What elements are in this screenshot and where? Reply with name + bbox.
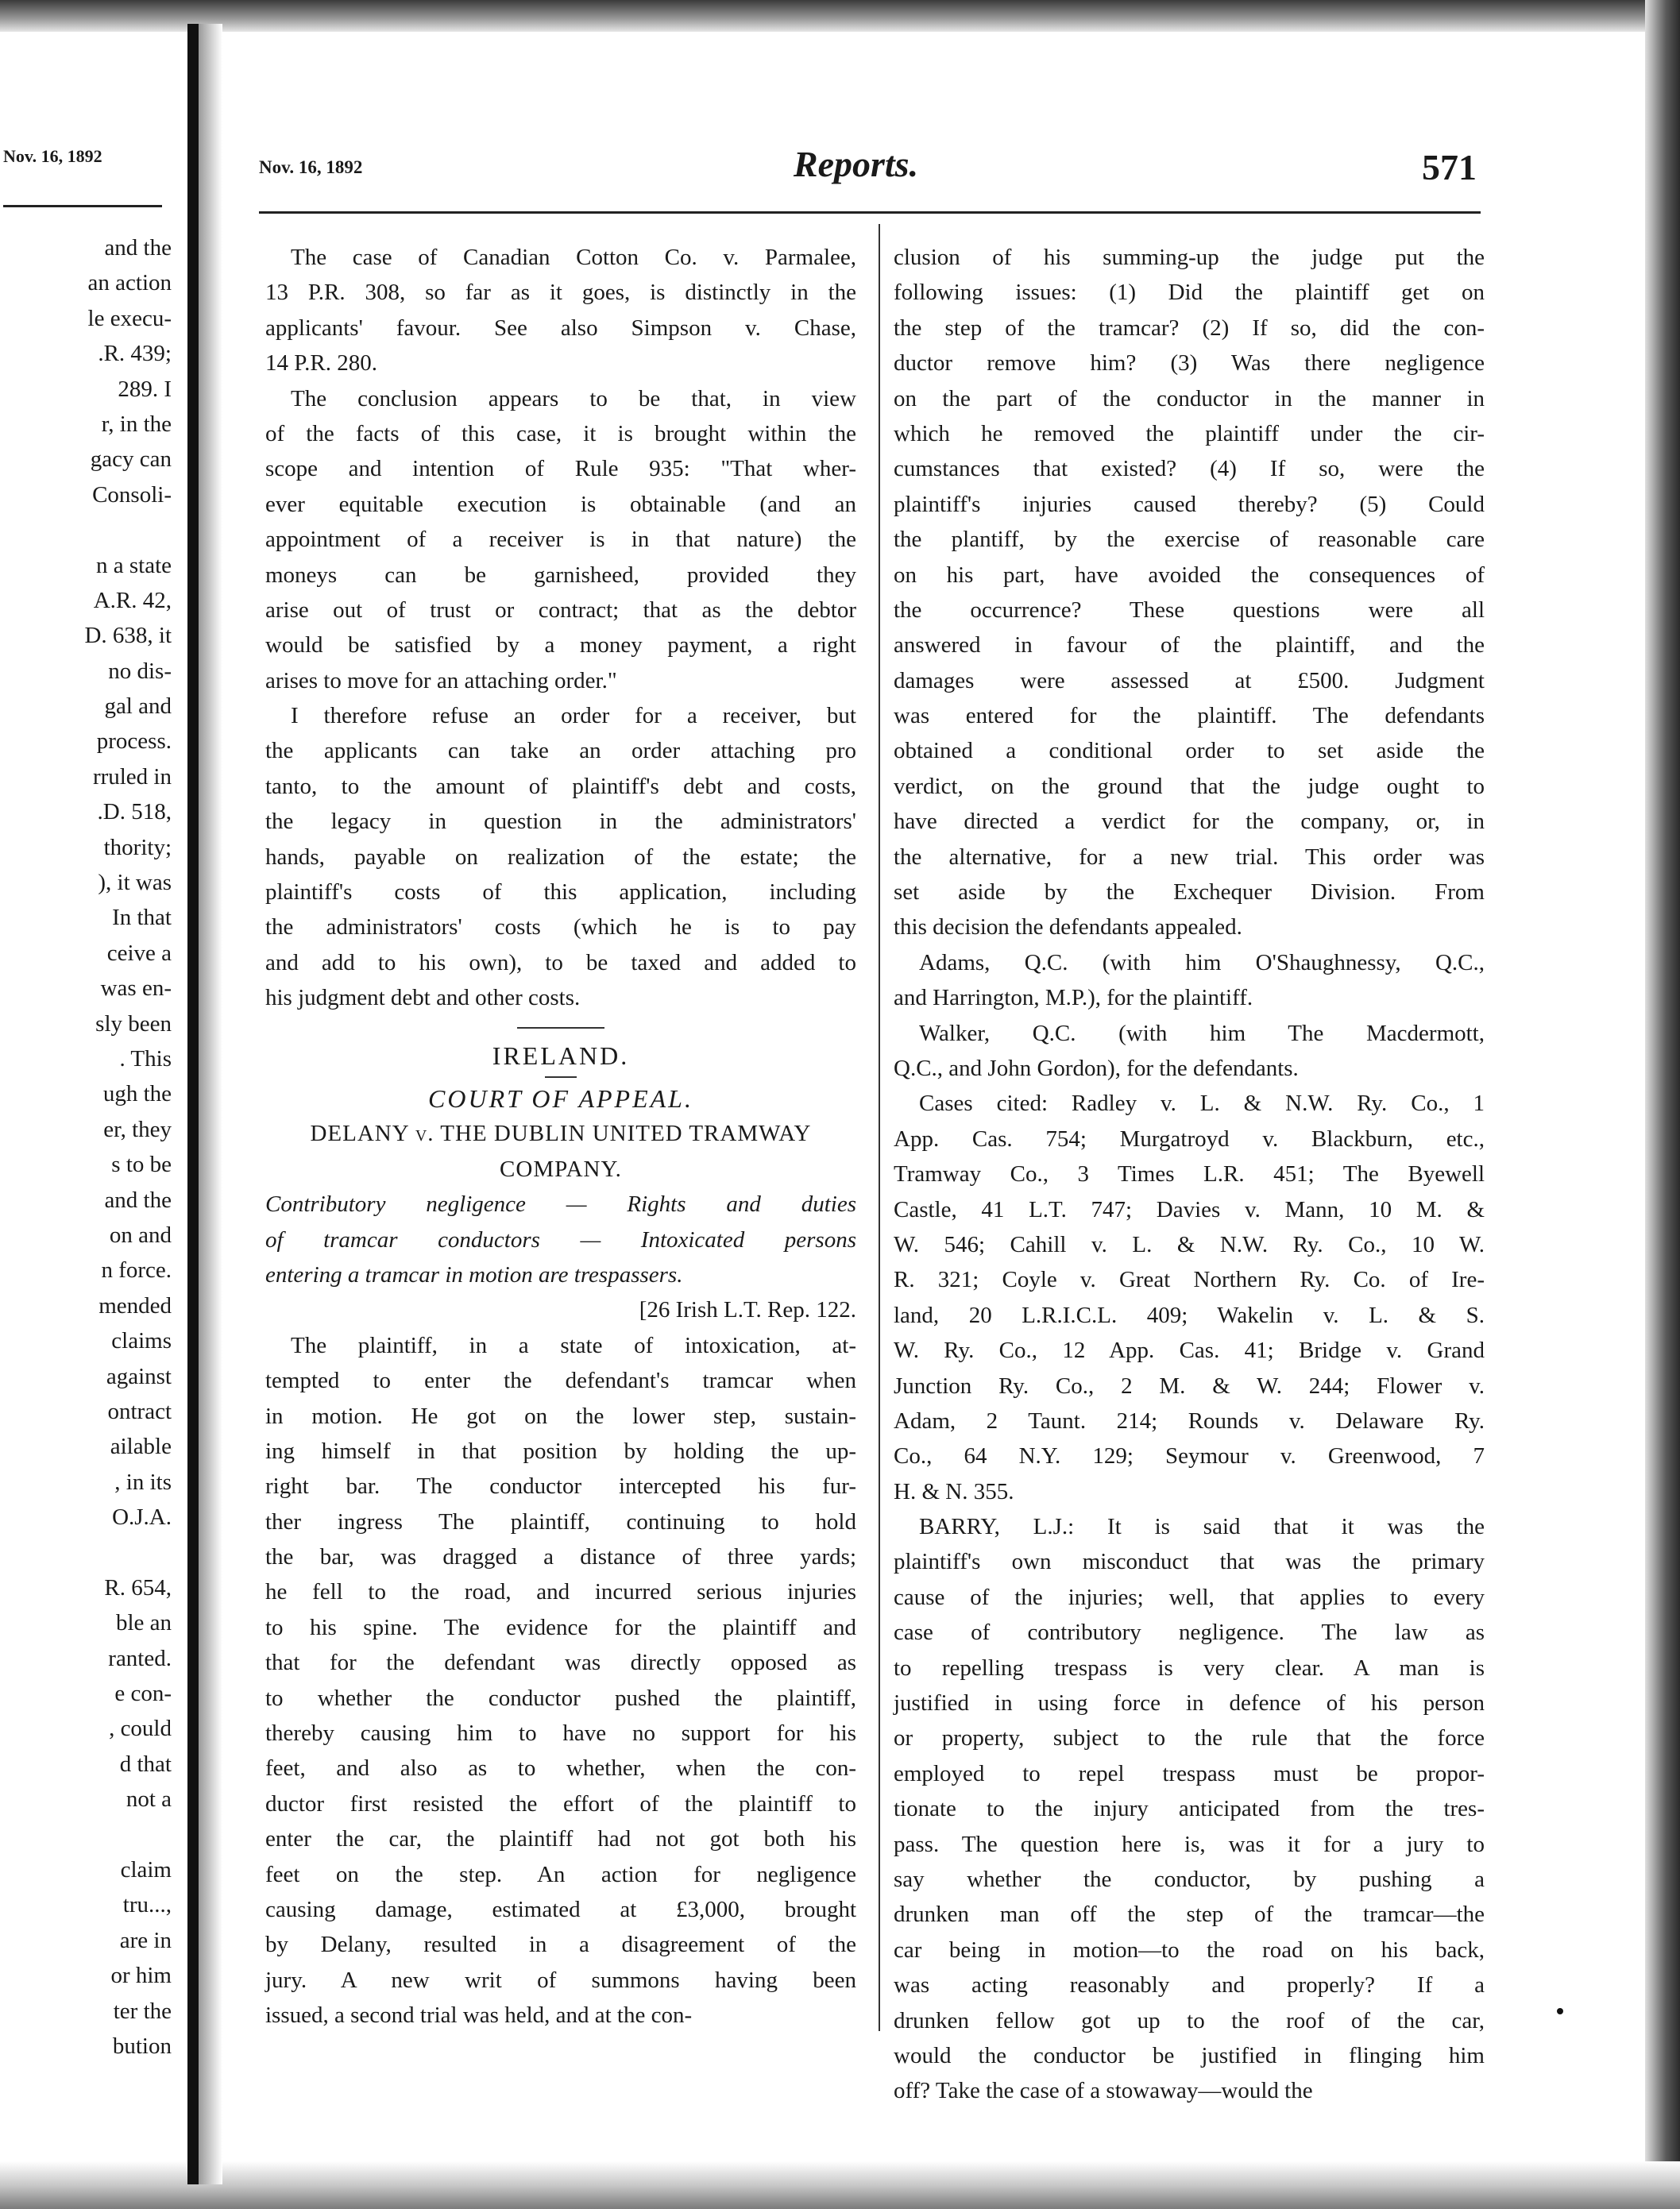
column-divider (879, 224, 880, 2031)
text-line: pass. The question here is, was it for a jury to (894, 1831, 1485, 1857)
text-line: issued, a second trial was held, and at the con- (265, 2002, 693, 2029)
previous-page-line: are in (119, 1927, 172, 1953)
book-gutter (187, 24, 199, 2184)
text-line: ther ingress The plaintiff, continuing to hold (265, 1508, 856, 1535)
previous-page-line: . This (119, 1045, 172, 1072)
jurisdiction-heading: IRELAND. (492, 1041, 630, 1070)
paragraph-conclusion (265, 381, 856, 699)
text-line: set aside by the Exchequer Division. From (894, 879, 1485, 906)
previous-page-line: .R. 439; (98, 341, 172, 367)
report-citation: [26 Irish L.T. Rep. 122. (639, 1297, 856, 1323)
text-line: hands, payable on realization of the estate; the (265, 844, 856, 870)
text-line: the administrators' costs (which he is to pay (265, 914, 856, 940)
text-line: clusion of his summing-up the judge put the (894, 245, 1485, 270)
previous-page-line: A.R. 42, (93, 587, 172, 613)
previous-page-line (5, 1535, 172, 1570)
text-line: 14 P.R. 280. (265, 350, 378, 377)
previous-page-line: or him (110, 1963, 172, 1989)
previous-page-line: against (106, 1363, 172, 1389)
text-line: Castle, 41 L.T. 747; Davies v. Mann, 10 M. & (894, 1196, 1485, 1222)
previous-page-line: process. (96, 728, 172, 755)
text-line: case of contributory negligence. The law as (894, 1620, 1485, 1646)
previous-page-line: , could (109, 1716, 172, 1742)
text-line: the legacy in question in the administrators' (265, 809, 856, 835)
previous-page-lines (5, 230, 172, 2064)
text-line: the bar, was dragged a distance of three yards; (265, 1544, 856, 1570)
previous-page-line: er, they (103, 1116, 172, 1142)
previous-page-header: Nov. 16, 1892 (3, 146, 102, 166)
text-line: by Delany, resulted in a disagreement of the (265, 1932, 856, 1958)
previous-page-line: rruled in (92, 763, 172, 790)
previous-page-line: ter the (113, 1998, 172, 2024)
text-line: ductor remove him? (3) Was there negligence (894, 350, 1485, 377)
text-line: Co., 64 N.Y. 129; Seymour v. Greenwood, 7 (894, 1443, 1485, 1469)
text-line: of the facts of this case, it is brought within the (265, 420, 856, 446)
text-line: to whether the conductor pushed the plaintiff, (265, 1685, 856, 1711)
text-line: drunken fellow got up to the roof of the car, (894, 2007, 1485, 2033)
text-line: R. 321; Coyle v. Great Northern Ry. Co. of Ire- (894, 1267, 1485, 1293)
text-line: employed to repel trespass must be propor- (894, 1760, 1485, 1786)
previous-page-fragment (0, 0, 187, 2209)
text-line: Adam, 2 Taunt. 214; Rounds v. Delaware Ry. (894, 1408, 1485, 1434)
scan-border-top (0, 0, 1680, 32)
text-line: applicants' favour. See also Simpson v. Chase, (265, 315, 856, 341)
text-line: car being in motion—to the road on his back, (894, 1937, 1485, 1963)
headnote (265, 1187, 856, 1292)
scan-speck (1557, 2008, 1563, 2014)
text-line: tionate to the injury anticipated from the tres- (894, 1796, 1485, 1822)
header-rule (259, 211, 1481, 214)
text-line: that for the defendant was directly opposed as (265, 1650, 856, 1676)
text-line: would be satisfied by a money payment, a right (265, 632, 856, 658)
text-line: Adams, Q.C. (with him O'Shaughnessy, Q.C., (919, 949, 1485, 975)
text-line: in motion. He got on the lower step, sustain- (265, 1403, 856, 1429)
text-line: entering a tramcar in motion are trespassers. (265, 1261, 683, 1288)
text-line: ever equitable execution is obtainable (and an (265, 491, 856, 517)
text-line: 13 P.R. 308, so far as it goes, is distinctly in the (265, 280, 856, 306)
text-line: DELANY v. THE DUBLIN UNITED TRAMWAY (310, 1121, 812, 1147)
text-line: justified in using force in defence of his person (894, 1690, 1485, 1717)
text-line: ing himself in that position by holding the up- (265, 1438, 856, 1464)
previous-page-line: was en- (100, 975, 172, 1002)
running-header-title: Reports. (793, 144, 919, 184)
previous-page-line: ailable (110, 1434, 172, 1460)
text-line: damages were assessed at £500. Judgment (894, 667, 1485, 693)
text-line: have directed a verdict for the company, or, in (894, 809, 1485, 835)
page-number: 571 (1422, 147, 1477, 187)
paragraph-cotton-case (265, 240, 856, 381)
text-line: COMPANY. (500, 1156, 622, 1182)
text-line: H. & N. 355. (894, 1478, 1014, 1504)
text-line: drunken man off the step of the tramcar—the (894, 1902, 1485, 1928)
text-line: enter the car, the plaintiff had not got both his (265, 1826, 856, 1852)
text-line: would the conductor be justified in flinging him (894, 2042, 1485, 2068)
text-line: cause of the injuries; well, that applies to every (894, 1584, 1485, 1610)
text-line: to repelling trespass is very clear. A man is (894, 1655, 1485, 1681)
text-line: verdict, on the ground that the judge ought to (894, 773, 1485, 799)
previous-page-line: In that (112, 905, 172, 931)
previous-page-line: sly been (95, 1010, 172, 1037)
paragraph-cases-cited (894, 1086, 1485, 1509)
text-line: the step of the tramcar? (2) If so, did the con- (894, 315, 1485, 341)
text-line: was entered for the plaintiff. The defendants (894, 703, 1485, 729)
text-line: scope and intention of Rule 935: "That wher- (265, 456, 856, 482)
text-line: say whether the conductor, by pushing a (894, 1866, 1485, 1892)
previous-page-line: ceive a (106, 940, 172, 966)
previous-page-line: and the (104, 235, 172, 261)
previous-page-line: le execu- (87, 305, 172, 331)
previous-page-line: ugh the (102, 1081, 172, 1107)
previous-page-line: tru..., (122, 1892, 172, 1918)
text-line: the applicants can take an order attaching pro (265, 738, 856, 764)
text-line: answered in favour of the plaintiff, and the (894, 632, 1485, 658)
scan-border-bottom (0, 2161, 1680, 2209)
previous-page-line: e con- (114, 1681, 172, 1707)
text-line: plaintiff's injuries caused thereby? (5) Could (894, 491, 1485, 517)
previous-page-line: D. 638, it (84, 623, 172, 649)
text-line: jury. A new writ of summons having been (265, 1967, 856, 1993)
text-line: on his part, have avoided the consequences of (894, 562, 1485, 588)
previous-page-line: ble an (115, 1610, 172, 1636)
text-line: Tramway Co., 3 Times L.R. 451; The Byewell (894, 1161, 1485, 1188)
paragraph-facts (265, 1328, 856, 2033)
text-line: plaintiff's own misconduct that was the primary (894, 1549, 1485, 1575)
previous-page-line: ), it was (98, 870, 172, 896)
text-line: Walker, Q.C. (with him The Macdermott, (919, 1020, 1485, 1046)
text-line: cumstances that existed? (4) If so, were the (894, 456, 1485, 482)
text-line: off? Take the case of a stowaway—would the (894, 2078, 1313, 2104)
text-line: Cases cited: Radley v. L. & N.W. Ry. Co., 1 (919, 1091, 1485, 1117)
heading-rule (545, 1076, 577, 1078)
text-line: right bar. The conductor intercepted his fur- (265, 1473, 856, 1500)
text-line: the alternative, for a new trial. This order was (894, 844, 1485, 870)
text-line: arise out of trust or contract; that as the debtor (265, 597, 856, 623)
previous-page-line: bution (112, 2033, 172, 2059)
previous-page-line: n force. (101, 1257, 172, 1284)
previous-page-line: no dis- (108, 658, 172, 684)
previous-page-line: ranted. (108, 1645, 172, 1671)
text-line: moneys can be garnisheed, provided they (265, 562, 856, 588)
text-line: the occurrence? These questions were all (894, 597, 1485, 623)
running-header-date: Nov. 16, 1892 (259, 157, 363, 177)
text-line: The plaintiff, in a state of intoxication, at- (291, 1332, 856, 1358)
court-heading: COURT OF APPEAL. (428, 1083, 693, 1113)
text-line: and add to his own), to be taxed and added to (265, 949, 856, 975)
text-line: which he removed the plaintiff under the cir- (894, 420, 1485, 446)
scan-border-right (1645, 0, 1680, 2209)
previous-page-line: .D. 518, (97, 799, 172, 825)
previous-page-line: Consoli- (92, 481, 172, 508)
text-line: W. 546; Cahill v. L. & N.W. Ry. Co., 10 W. (894, 1231, 1485, 1257)
text-line: Q.C., and John Gordon), for the defendants. (894, 1055, 1299, 1081)
text-line: the plantiff, by the exercise of reasonable care (894, 527, 1485, 553)
previous-page-line: 289. I (118, 376, 172, 402)
text-line: arises to move for an attaching order." (265, 667, 617, 693)
previous-page-line: n a state (95, 552, 172, 578)
previous-page-line: d that (119, 1751, 172, 1777)
section-rule (517, 1027, 604, 1029)
text-line: The case of Canadian Cotton Co. v. Parmalee, (291, 245, 856, 270)
text-line: tanto, to the amount of plaintiff's debt and costs, (265, 773, 856, 799)
text-line: feet on the step. An action for negligence (265, 1861, 856, 1887)
previous-page-line: claim (120, 1856, 172, 1883)
previous-page-line: mended (98, 1292, 172, 1319)
text-line: plaintiff's costs of this application, including (265, 879, 856, 906)
text-line: land, 20 L.R.I.C.L. 409; Wakelin v. L. & S. (894, 1302, 1485, 1328)
text-line: to his spine. The evidence for the plaintiff and (265, 1614, 856, 1640)
left-column (265, 240, 856, 2033)
text-line: Junction Ry. Co., 2 M. & W. 244; Flower v. (894, 1373, 1485, 1399)
paragraph-judgment (894, 1509, 1485, 2109)
text-line: feet, and also as to whether, when the con- (265, 1755, 856, 1782)
previous-page-line: R. 654, (104, 1574, 172, 1601)
text-line: I therefore refuse an order for a receiver, but (291, 703, 856, 729)
case-title (265, 1116, 856, 1187)
text-line: tempted to enter the defendant's tramcar when (265, 1368, 856, 1394)
text-line: BARRY, L.J.: It is said that it was the (919, 1514, 1485, 1540)
previous-page-line: claims (111, 1328, 172, 1354)
gutter-shadow (199, 24, 222, 2184)
text-line: on the part of the conductor in the manner in (894, 385, 1485, 411)
previous-page-rule (3, 205, 162, 207)
text-line: this decision the defendants appealed. (894, 914, 1242, 940)
previous-page-line: ontract (107, 1398, 172, 1424)
previous-page-line: s to be (111, 1152, 172, 1178)
paragraph-counsel-plaintiff (894, 945, 1485, 1016)
right-column (894, 240, 1485, 2109)
previous-page-line: gal and (104, 693, 172, 720)
text-line: causing damage, estimated at £3,000, brought (265, 1896, 856, 1922)
previous-page-line: thority; (103, 834, 172, 860)
text-line: W. Ry. Co., 12 App. Cas. 41; Bridge v. Grand (894, 1338, 1485, 1364)
previous-page-line (5, 512, 172, 547)
text-line: following issues: (1) Did the plaintiff get on (894, 280, 1485, 306)
text-line: Contributory negligence — Rights and duties (265, 1191, 856, 1218)
previous-page-line: , in its (114, 1469, 172, 1495)
text-line: was acting reasonably and properly? If a (894, 1972, 1485, 1999)
previous-page-line: an action (87, 270, 172, 296)
text-line: The conclusion appears to be that, in view (291, 385, 856, 411)
previous-page-line: not a (126, 1786, 172, 1813)
text-line: his judgment debt and other costs. (265, 985, 581, 1011)
previous-page-line: O.J.A. (112, 1504, 172, 1531)
text-line: or property, subject to the rule that the force (894, 1725, 1485, 1751)
text-line: he fell to the road, and incurred serious injuries (265, 1579, 856, 1605)
text-line: appointment of a receiver is in that nature) the (265, 527, 856, 553)
previous-page-line: gacy can (90, 446, 172, 473)
previous-page-line: on and (109, 1222, 172, 1248)
paragraph-order (265, 698, 856, 1016)
paragraph-issues (894, 240, 1485, 945)
previous-page-line: r, in the (101, 411, 172, 437)
paragraph-counsel-defendants (894, 1016, 1485, 1087)
text-line: App. Cas. 754; Murgatroyd v. Blackburn, etc., (894, 1126, 1485, 1152)
text-line: thereby causing him to have no support for his (265, 1720, 856, 1747)
text-line: and Harrington, M.P.), for the plaintiff. (894, 985, 1253, 1011)
previous-page-line (5, 1817, 172, 1852)
text-line: of tramcar conductors — Intoxicated persons (265, 1226, 856, 1253)
text-line: ductor first resisted the effort of the plaintiff to (265, 1790, 856, 1817)
text-line: obtained a conditional order to set aside the (894, 738, 1485, 764)
previous-page-line: and the (104, 1187, 172, 1213)
